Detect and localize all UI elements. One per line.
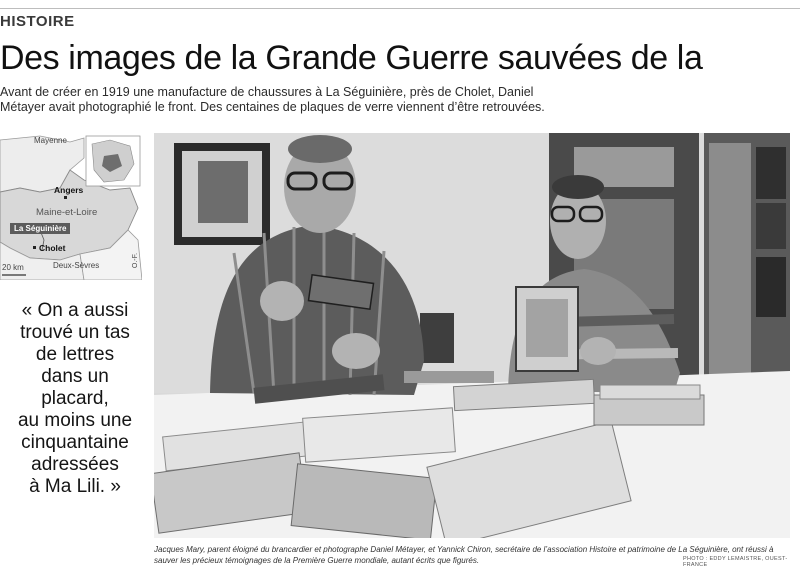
quote-line: adressées bbox=[31, 454, 119, 475]
map-scale-label: 20 km bbox=[2, 263, 24, 272]
photo-caption: Jacques Mary, parent éloigné du brancardier et photographe Daniel Métayer, et Yannick Chiron, secrétaire de l’association Histoire et patrimoine de La Séguinière, ont réussi à sauver les précieux témoignages de la Première Guerre mondiale, autant écrits que figurés. bbox=[154, 545, 774, 565]
map-outline bbox=[0, 130, 142, 280]
photo-scene bbox=[154, 133, 790, 538]
photo-credit: PHOTO : EDDY LEMAISTRE, OUEST-FRANCE bbox=[683, 556, 788, 568]
quote-line: trouvé un tas bbox=[20, 322, 130, 343]
map-label-region: Maine-et-Loire bbox=[36, 207, 98, 218]
section-label: HISTOIRE bbox=[0, 13, 75, 30]
headline: Des images de la Grande Guerre sauvées de la bbox=[0, 39, 703, 77]
quote-line: de lettres bbox=[35, 344, 115, 365]
quote-line: à Ma Lili. » bbox=[29, 476, 121, 497]
quote-line: cinquantaine bbox=[21, 432, 129, 453]
map-label-mayenne: Mayenne bbox=[34, 136, 67, 145]
quote-line: au moins une bbox=[17, 410, 133, 431]
top-rule bbox=[0, 8, 800, 9]
map-label-angers: Angers bbox=[54, 185, 84, 195]
lede-paragraph: Avant de créer en 1919 une manufacture de chaussures à La Séguinière, près de Cholet, Daniel Métayer avait photographié le front. Des centaines de plaques de verre viennent d’être retrouvées. bbox=[0, 85, 545, 114]
map-label-deux-sevres: Deux-Sèvres bbox=[53, 261, 100, 270]
pull-quote bbox=[0, 300, 150, 498]
map-north-label: O.-F. bbox=[132, 252, 140, 269]
quote-line: placard, bbox=[41, 388, 109, 409]
locator-map bbox=[0, 130, 142, 280]
quote-line: dans un bbox=[41, 366, 109, 387]
map-label-cholet: Cholet bbox=[39, 243, 66, 253]
article-photo bbox=[154, 133, 790, 538]
map-label-seguiniere: La Séguinière bbox=[10, 223, 70, 234]
quote-line: « On a aussi bbox=[21, 300, 129, 321]
